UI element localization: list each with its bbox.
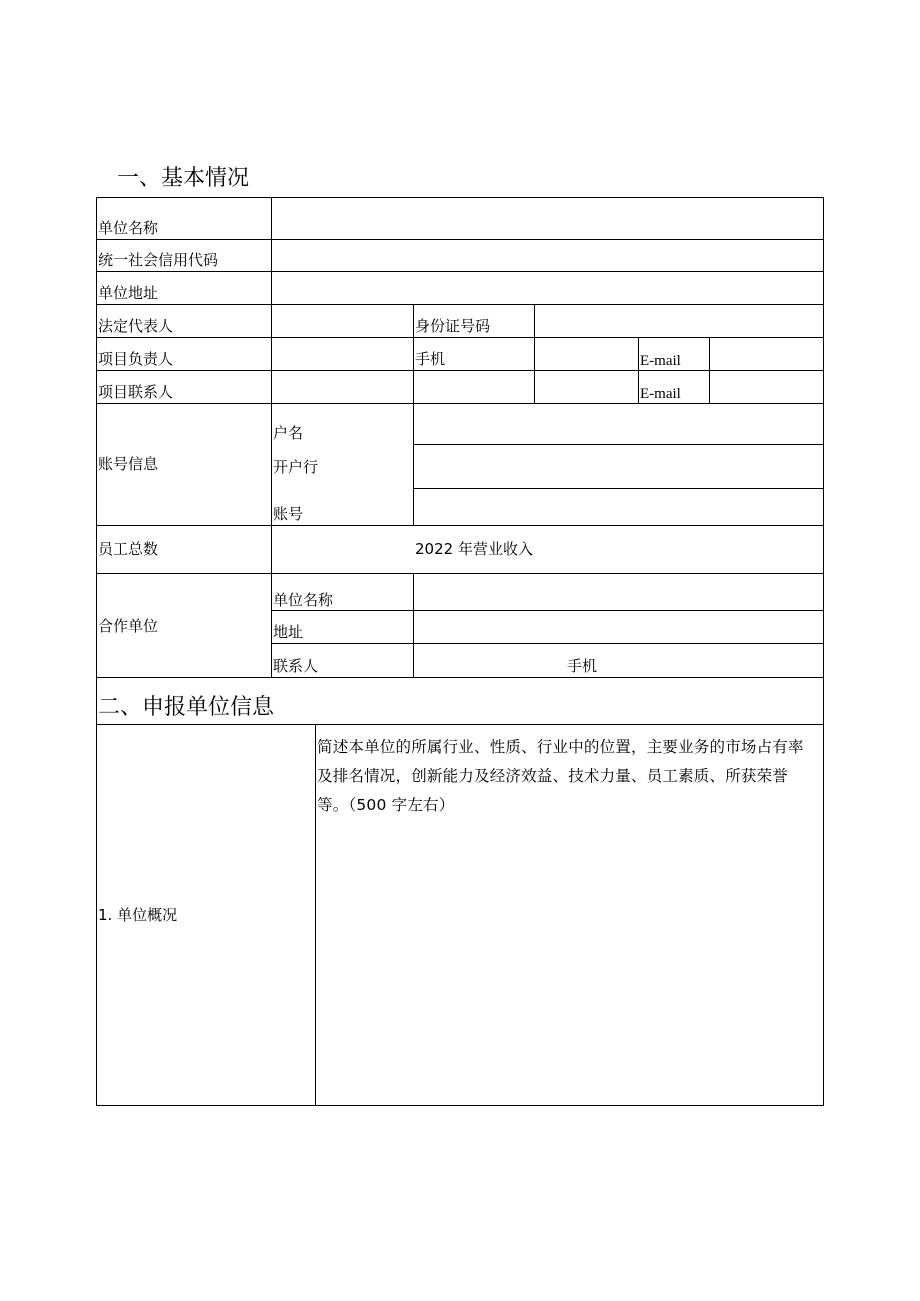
label-project-lead: 项目负责人 bbox=[98, 350, 174, 368]
label-partner-name: 单位名称 bbox=[273, 591, 334, 609]
credit-code-field[interactable] bbox=[272, 240, 823, 271]
label-bank: 开户行 bbox=[273, 458, 319, 476]
partner-contact-field[interactable] bbox=[414, 644, 564, 677]
project-lead-field[interactable] bbox=[272, 338, 413, 370]
section2-heading: 二、申报单位信息 bbox=[98, 695, 275, 720]
project-contact-email-field[interactable] bbox=[710, 371, 823, 403]
staff-total-field[interactable] bbox=[272, 526, 413, 573]
label-account-name: 户名 bbox=[273, 424, 304, 442]
section1-heading: 一、基本情况 bbox=[117, 166, 250, 191]
label-partner-mobile: 手机 bbox=[567, 657, 598, 675]
label-revenue-2022: 2022 年营业收入 bbox=[415, 540, 533, 558]
project-contact-mobile-field[interactable] bbox=[535, 371, 638, 403]
label-credit-code: 统一社会信用代码 bbox=[98, 251, 219, 269]
label-legal-rep: 法定代表人 bbox=[98, 317, 174, 335]
label-unit-address: 单位地址 bbox=[98, 284, 159, 302]
id-number-field[interactable] bbox=[535, 305, 823, 337]
label-staff-total: 员工总数 bbox=[98, 540, 159, 558]
label-account-info: 账号信息 bbox=[98, 455, 159, 473]
account-no-field[interactable] bbox=[414, 489, 823, 525]
label-mobile: 手机 bbox=[415, 350, 446, 368]
unit-address-field[interactable] bbox=[272, 272, 823, 304]
project-lead-mobile-field[interactable] bbox=[535, 338, 638, 370]
partner-name-field[interactable] bbox=[414, 574, 823, 610]
overview-hint: 简述本单位的所属行业、性质、行业中的位置，主要业务的市场占有率及排名情况，创新能力及经济效益、技术力量、员工素质、所获荣誉等。（500 字左右） bbox=[317, 738, 804, 814]
bank-field[interactable] bbox=[414, 445, 823, 488]
label-account-no: 账号 bbox=[273, 505, 304, 523]
partner-address-field[interactable] bbox=[414, 611, 823, 643]
unit-name-field[interactable] bbox=[272, 198, 823, 239]
partner-mobile-field[interactable] bbox=[610, 644, 823, 677]
label-unit-name: 单位名称 bbox=[98, 219, 159, 237]
unit-overview-field[interactable] bbox=[316, 820, 823, 1105]
label-email-1: E-mail bbox=[640, 353, 681, 369]
label-project-contact: 项目联系人 bbox=[98, 383, 174, 401]
label-id-number: 身份证号码 bbox=[415, 317, 491, 335]
label-partner-address: 地址 bbox=[273, 623, 304, 641]
label-email-2: E-mail bbox=[640, 386, 681, 402]
legal-rep-field[interactable] bbox=[272, 305, 413, 337]
label-partner: 合作单位 bbox=[98, 617, 159, 635]
project-lead-email-field[interactable] bbox=[710, 338, 823, 370]
label-partner-contact: 联系人 bbox=[273, 657, 319, 675]
project-contact-extra-field[interactable] bbox=[414, 371, 534, 403]
account-name-field[interactable] bbox=[414, 404, 823, 444]
project-contact-field[interactable] bbox=[272, 371, 413, 403]
label-unit-overview: 1. 单位概况 bbox=[98, 906, 178, 924]
